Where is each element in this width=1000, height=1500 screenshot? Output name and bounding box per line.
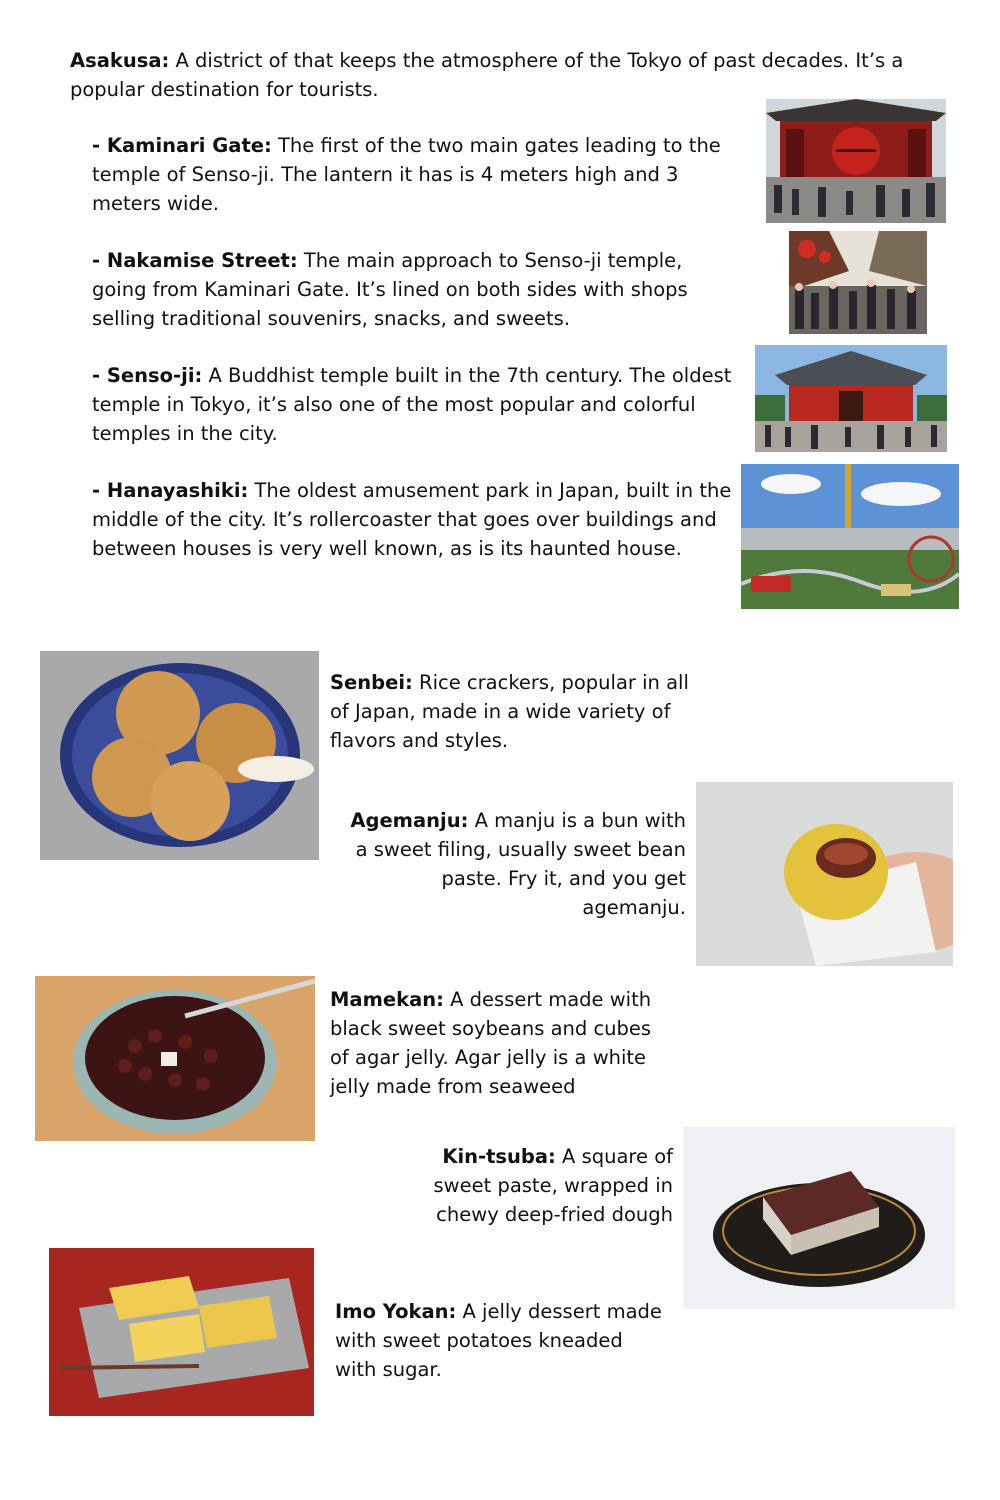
sight-title: - Hanayashiki: bbox=[92, 479, 249, 502]
intro-text: A district of that keeps the atmosphere of the Tokyo of past decades. It’s a popular destination for tourists. bbox=[70, 49, 904, 101]
food-title: Senbei: bbox=[330, 671, 413, 694]
sight-text: A Buddhist temple built in the 7th century. The oldest temple in Tokyo, it’s also one of the most popular and colorful temples in the city. bbox=[92, 364, 732, 445]
kin-tsuba-photo bbox=[683, 1127, 955, 1309]
sight-text: The oldest amusement park in Japan, built in the middle of the city. It’s rollercoaster that goes over buildings and between houses is very well known, as is its haunted house. bbox=[92, 479, 732, 560]
food-mamekan bbox=[330, 985, 670, 1101]
food-text: A square of sweet paste, wrapped in chewy deep-fried dough bbox=[433, 1145, 673, 1226]
food-agemanju bbox=[340, 806, 686, 922]
sight-nakamise-street bbox=[92, 246, 732, 333]
agemanju-photo bbox=[696, 782, 953, 966]
food-title: Kin-tsuba: bbox=[442, 1145, 556, 1168]
sight-title: - Kaminari Gate: bbox=[92, 134, 272, 157]
sight-hanayashiki bbox=[92, 476, 732, 563]
food-title: Imo Yokan: bbox=[335, 1300, 457, 1323]
food-text: A dessert made with black sweet soybeans and cubes of agar jelly. Agar jelly is a white jelly made from seaweed bbox=[330, 988, 652, 1098]
food-title: Agemanju: bbox=[350, 809, 469, 832]
nakamise-street-photo bbox=[789, 231, 927, 334]
food-text: A manju is a bun with a sweet filing, usually sweet bean paste. Fry it, and you get agemanju. bbox=[355, 809, 686, 919]
food-title: Mamekan: bbox=[330, 988, 444, 1011]
kaminari-gate-photo bbox=[766, 99, 946, 223]
intro-title: Asakusa: bbox=[70, 49, 170, 72]
sight-title: - Senso-ji: bbox=[92, 364, 203, 387]
food-text: A jelly dessert made with sweet potatoes kneaded with sugar. bbox=[335, 1300, 662, 1381]
intro-paragraph bbox=[70, 46, 940, 104]
imo-yokan-photo bbox=[49, 1248, 314, 1416]
food-senbei bbox=[330, 668, 690, 755]
sight-text: The main approach to Senso-ji temple, going from Kaminari Gate. It’s lined on both sides with shops selling traditional souvenirs, snacks, and sweets. bbox=[92, 249, 688, 330]
hanayashiki-photo bbox=[741, 464, 959, 609]
sight-text: The first of the two main gates leading to the temple of Senso-ji. The lantern it has is 4 meters high and 3 meters wide. bbox=[92, 134, 721, 215]
mamekan-photo bbox=[35, 976, 315, 1141]
sight-title: - Nakamise Street: bbox=[92, 249, 298, 272]
sight-senso-ji bbox=[92, 361, 732, 448]
food-imo-yokan bbox=[335, 1297, 665, 1384]
senbei-photo bbox=[40, 651, 319, 860]
food-kin-tsuba bbox=[420, 1142, 673, 1229]
senso-ji-photo bbox=[755, 345, 947, 452]
food-text: Rice crackers, popular in all of Japan, made in a wide variety of flavors and styles. bbox=[330, 671, 689, 752]
sight-kaminari-gate bbox=[92, 131, 722, 218]
